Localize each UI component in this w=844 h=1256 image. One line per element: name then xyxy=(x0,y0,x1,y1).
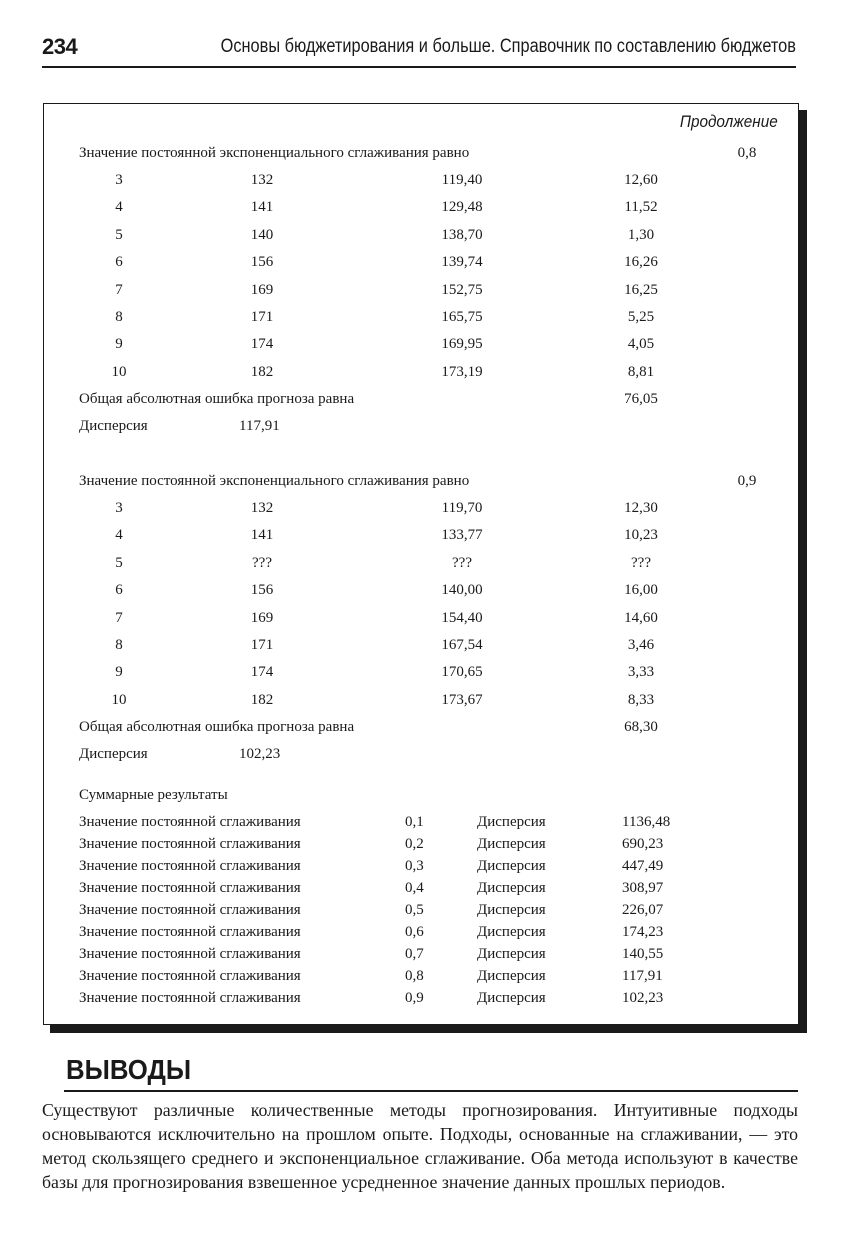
summary-cell: Дисперсия xyxy=(477,902,546,918)
table-cell: 5 xyxy=(115,226,123,243)
table-cell: 9 xyxy=(115,336,123,353)
table-cell: 174 xyxy=(250,664,274,681)
table-cell: 4,05 xyxy=(627,336,655,353)
summary-cell: Дисперсия xyxy=(477,946,546,962)
summary-cell: 0,3 xyxy=(405,858,424,874)
smoothing-constant-value: 0,8 xyxy=(737,145,757,161)
summary-cell: 102,23 xyxy=(622,990,664,1006)
table-cell: 139,74 xyxy=(441,254,483,271)
table-cell: 6 xyxy=(115,254,123,271)
table-cell: 140,00 xyxy=(441,582,483,599)
table-cell: 170,65 xyxy=(441,664,483,681)
box-shadow-right xyxy=(799,110,807,1033)
table-cell: 167,54 xyxy=(441,637,483,653)
table-cell: 1,30 xyxy=(627,226,655,243)
table-cell: 119,70 xyxy=(441,500,483,516)
summary-cell: 0,2 xyxy=(405,836,424,852)
summary-cell: Значение постоянной сглаживания xyxy=(79,902,301,918)
table-cell: 8,81 xyxy=(627,363,655,380)
summary-cell: Дисперсия xyxy=(477,836,546,852)
total-error-label: Общая абсолютная ошибка прогноза равна xyxy=(79,719,355,736)
variance-value: 102,23 xyxy=(239,746,281,763)
total-error-value: 76,05 xyxy=(624,391,658,408)
table-cell: 119,40 xyxy=(441,172,483,188)
table-cell: 3,33 xyxy=(627,664,655,681)
table-cell: 169 xyxy=(250,281,274,298)
summary-cell: 0,4 xyxy=(405,880,424,896)
summary-cell: 0,6 xyxy=(405,924,424,940)
body-paragraph: Существуют различные количественные методы прогнозирования. Интуитивные подходы основываются исключительно на прошлом опыте. Подходы, основанные на сглаживании, — это метод скользящего среднего и экспоненциальное сглаживание. Оба метода используют в качестве базы для прогнозирования взвешенное усредненное значение данных прошлых периодов. xyxy=(42,1100,798,1192)
table-cell: 10 xyxy=(111,691,127,708)
total-error-value: 68,30 xyxy=(624,719,658,736)
table-cell: 182 xyxy=(250,691,274,708)
table-cell: 10,23 xyxy=(624,527,658,544)
summary-cell: 447,49 xyxy=(622,858,664,874)
summary-cell: 117,91 xyxy=(622,968,663,984)
table-cell: 169,95 xyxy=(441,336,483,353)
summary-cell: 308,97 xyxy=(622,880,664,896)
summary-cell: Значение постоянной сглаживания xyxy=(79,990,301,1006)
summary-cell: 174,23 xyxy=(622,924,664,940)
table-cell: 182 xyxy=(250,363,274,380)
table-cell: 5,25 xyxy=(627,309,655,325)
summary-cell: Значение постоянной сглаживания xyxy=(79,924,301,940)
table-cell: 171 xyxy=(250,309,274,325)
table-cell: 3 xyxy=(115,172,123,188)
continuation-label: Продолжение xyxy=(680,112,778,131)
table-cell: 9 xyxy=(115,664,123,681)
page-number: 234 xyxy=(42,34,78,59)
summary-cell: 0,1 xyxy=(405,814,424,830)
summary-cell: Значение постоянной сглаживания xyxy=(79,814,301,830)
summary-cell: Значение постоянной сглаживания xyxy=(79,968,301,984)
variance-label: Дисперсия xyxy=(79,746,148,763)
table-cell: 141 xyxy=(250,527,274,544)
table-cell: 141 xyxy=(250,199,274,216)
running-title: Основы бюджетирования и больше. Справочник по составлению бюджетов xyxy=(220,36,796,57)
table-cell: 173,67 xyxy=(441,691,483,708)
summary-cell: Дисперсия xyxy=(477,814,546,830)
table-cell: 6 xyxy=(115,582,123,599)
summary-cell: Значение постоянной сглаживания xyxy=(79,836,301,852)
smoothing-constant-value: 0,9 xyxy=(737,473,757,489)
summary-cell: 0,8 xyxy=(405,968,424,984)
table-cell: 5 xyxy=(115,554,123,571)
smoothing-constant-label: Значение постоянной экспоненциального сглаживания равно xyxy=(79,145,470,161)
table-cell: 156 xyxy=(250,254,274,271)
table-cell: 138,70 xyxy=(441,226,483,243)
table-cell: 4 xyxy=(115,527,123,544)
table-cell: 140 xyxy=(250,226,274,243)
table-cell: 8 xyxy=(115,309,123,325)
summary-cell: Дисперсия xyxy=(477,924,546,940)
summary-title: Суммарные результаты xyxy=(79,787,228,803)
variance-value: 117,91 xyxy=(239,418,280,435)
summary-cell: 226,07 xyxy=(622,902,664,918)
table-cell: 132 xyxy=(250,500,274,516)
table-cell: 12,60 xyxy=(624,172,658,188)
table-cell: 8,33 xyxy=(627,691,655,708)
summary-cell: Значение постоянной сглаживания xyxy=(79,946,301,962)
table-cell: 16,25 xyxy=(624,281,658,298)
page-header xyxy=(42,34,796,64)
table-cell: 133,77 xyxy=(441,527,483,544)
listing-box xyxy=(43,103,799,1025)
header-rule xyxy=(42,66,796,68)
table-cell: ??? xyxy=(452,554,472,571)
box-shadow-bottom xyxy=(50,1025,807,1033)
summary-cell: Дисперсия xyxy=(477,858,546,874)
table-cell: 12,30 xyxy=(624,500,658,516)
table-cell: 11,52 xyxy=(624,199,658,216)
table-cell: 169 xyxy=(250,609,274,626)
table-cell: 173,19 xyxy=(441,363,483,380)
table-cell: 8 xyxy=(115,637,123,653)
table-cell: 16,00 xyxy=(624,582,658,599)
table-cell: 171 xyxy=(250,637,274,653)
summary-cell: Дисперсия xyxy=(477,968,546,984)
table-cell: 154,40 xyxy=(441,609,483,626)
table-cell: 152,75 xyxy=(441,281,483,298)
table-cell: 129,48 xyxy=(441,199,483,216)
table-cell: 132 xyxy=(250,172,274,188)
table-cell: 4 xyxy=(115,199,123,216)
table-cell: 165,75 xyxy=(441,309,483,325)
summary-cell: 690,23 xyxy=(622,836,664,852)
variance-label: Дисперсия xyxy=(79,418,148,435)
table-cell: 10 xyxy=(111,363,127,380)
table-cell: 174 xyxy=(250,336,274,353)
heading-rule xyxy=(64,1090,798,1092)
table-cell: 156 xyxy=(250,582,274,599)
total-error-label: Общая абсолютная ошибка прогноза равна xyxy=(79,391,355,408)
summary-cell: 0,5 xyxy=(405,902,424,918)
table-cell: 16,26 xyxy=(624,254,658,271)
summary-cell: Дисперсия xyxy=(477,990,546,1006)
summary-cell: 0,9 xyxy=(405,990,424,1006)
table-cell: 7 xyxy=(115,281,123,298)
table-cell: 14,60 xyxy=(624,609,658,626)
table-cell: 7 xyxy=(115,609,123,626)
section-heading: ВЫВОДЫ xyxy=(66,1054,192,1085)
table-cell: ??? xyxy=(252,554,272,571)
summary-cell: 0,7 xyxy=(405,946,424,962)
summary-cell: Значение постоянной сглаживания xyxy=(79,880,301,896)
table-cell: 3 xyxy=(115,500,123,516)
summary-cell: Значение постоянной сглаживания xyxy=(79,858,301,874)
smoothing-constant-label: Значение постоянной экспоненциального сглаживания равно xyxy=(79,473,470,489)
summary-cell: 1136,48 xyxy=(622,814,671,830)
summary-cell: 140,55 xyxy=(622,946,664,962)
table-cell: ??? xyxy=(631,554,651,571)
summary-cell: Дисперсия xyxy=(477,880,546,896)
table-cell: 3,46 xyxy=(627,637,655,653)
